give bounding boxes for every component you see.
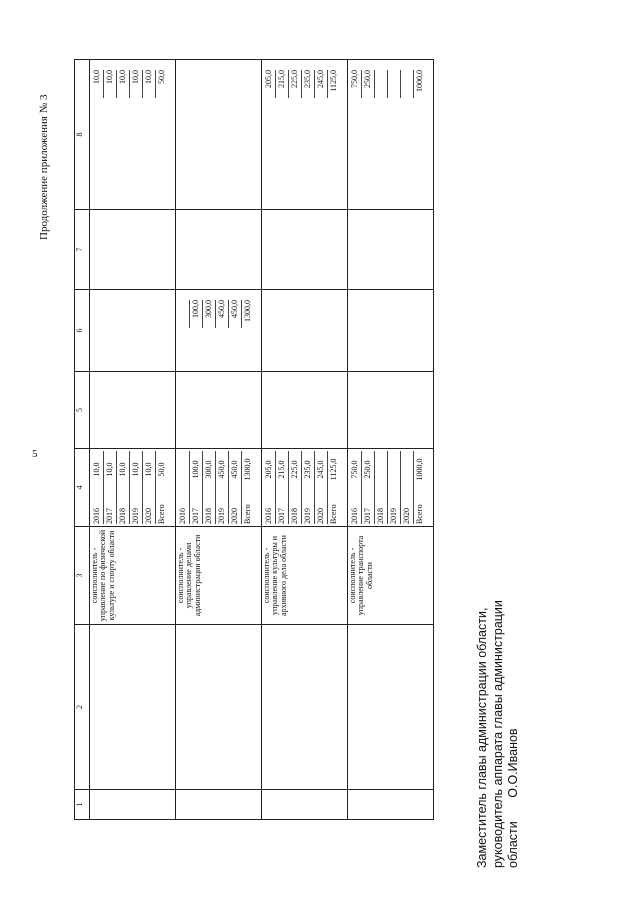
year-value: 235,0 (302, 460, 312, 479)
year-row (388, 451, 401, 524)
appendix-table (74, 59, 434, 820)
year-label: 2018 (203, 508, 213, 524)
header-cell: 6 (75, 290, 90, 372)
cell-executor (176, 527, 262, 625)
year-row (315, 451, 328, 524)
value-cell: 10,0 (117, 70, 130, 98)
executor-text: соисполнитель - управление транспорта области (348, 535, 374, 616)
year-value: 215,0 (276, 460, 286, 479)
value-cell: 245,0 (315, 70, 328, 98)
year-row (91, 451, 104, 524)
cell-years-values (176, 449, 262, 527)
cell-col5 (348, 372, 434, 449)
year-row (177, 451, 190, 524)
year-label: 2017 (362, 508, 372, 524)
year-label: 2020 (229, 508, 239, 524)
year-label: 2017 (276, 508, 286, 524)
value-cell: 300,0 (203, 300, 216, 328)
year-list (263, 451, 340, 524)
year-value: 100,0 (190, 460, 200, 479)
year-label: 2016 (349, 508, 359, 524)
year-value: 225,0 (289, 460, 299, 479)
year-row (229, 451, 242, 524)
table-row (90, 60, 176, 820)
year-row (289, 451, 302, 524)
cell-col5 (90, 372, 176, 449)
cell-years-values (348, 449, 434, 527)
year-label: 2018 (375, 508, 385, 524)
value-cell: 1125,0 (328, 70, 338, 92)
cell-col6 (348, 290, 434, 372)
year-label: 2017 (190, 508, 200, 524)
executor-text: соисполнитель - управление по физической культуре и спорту области (90, 529, 116, 622)
year-list (91, 451, 168, 524)
cell-col1 (90, 790, 176, 820)
cell-col1 (176, 790, 262, 820)
table-row (176, 60, 262, 820)
year-row (263, 451, 276, 524)
cell-col2 (90, 625, 176, 790)
year-label: Всего (156, 504, 166, 524)
year-value: 250,0 (362, 460, 372, 479)
value-cell: 10,0 (130, 70, 143, 98)
year-row (362, 451, 375, 524)
value-cell: 235,0 (302, 70, 315, 98)
cell-years-values (90, 449, 176, 527)
cell-col5 (176, 372, 262, 449)
year-row (117, 451, 130, 524)
year-label: Всего (414, 504, 424, 524)
year-row (190, 451, 203, 524)
header-cell: 8 (75, 60, 90, 210)
header-row (75, 60, 90, 820)
year-value: 205,0 (263, 460, 273, 479)
year-value: 300,0 (203, 460, 213, 479)
cell-executor (90, 527, 176, 625)
year-value: 450,0 (229, 460, 239, 479)
year-label: 2016 (263, 508, 273, 524)
year-row (156, 451, 168, 524)
header-cell: 7 (75, 210, 90, 290)
cell-col8 (176, 60, 262, 210)
value-cell: 205,0 (263, 70, 276, 98)
value-cell: 10,0 (104, 70, 117, 98)
header-cell: 5 (75, 372, 90, 449)
value-cell: 10,0 (91, 70, 104, 98)
value-cell (177, 300, 190, 328)
year-label: 2016 (177, 508, 187, 524)
year-row (203, 451, 216, 524)
value-cell: 100,0 (190, 300, 203, 328)
value-cell: 250,0 (362, 70, 375, 98)
cell-col1 (262, 790, 348, 820)
value-cell: 450,0 (229, 300, 242, 328)
year-value: 50,0 (156, 462, 166, 477)
year-label: Всего (242, 504, 252, 524)
cell-col7 (176, 210, 262, 290)
signature-line-1: Заместитель главы администрации области, (475, 607, 489, 868)
value-list (91, 62, 168, 207)
year-label: 2020 (315, 508, 325, 524)
year-row (276, 451, 289, 524)
executor-text: соисполнитель - управление делами администрации области (176, 534, 202, 617)
cell-col1 (348, 790, 434, 820)
cell-col7 (90, 210, 176, 290)
year-row (349, 451, 362, 524)
value-cell: 1300,0 (242, 300, 252, 322)
cell-col5 (262, 372, 348, 449)
cell-col8 (90, 60, 176, 210)
year-list (349, 451, 426, 524)
year-row (143, 451, 156, 524)
year-value: 450,0 (216, 460, 226, 479)
year-value: 10,0 (104, 462, 114, 477)
value-cell: 1000,0 (414, 70, 424, 92)
year-row (375, 451, 388, 524)
year-value: 245,0 (315, 460, 325, 479)
value-cell (401, 70, 414, 98)
year-label: 2019 (388, 508, 398, 524)
continuation-title: Продолжение приложения № 3 (38, 94, 50, 240)
year-row (130, 451, 143, 524)
year-value: 1000,0 (414, 458, 424, 481)
header-cell: 3 (75, 527, 90, 625)
year-label: 2019 (216, 508, 226, 524)
year-value: 10,0 (130, 462, 140, 477)
value-cell: 215,0 (276, 70, 289, 98)
year-value: 10,0 (91, 462, 101, 477)
value-list (349, 62, 426, 207)
year-row (242, 451, 254, 524)
year-label: 2020 (401, 508, 411, 524)
cell-col7 (348, 210, 434, 290)
year-label: Всего (328, 504, 338, 524)
rotated-sheet (38, 60, 472, 820)
year-row (216, 451, 229, 524)
year-label: 2017 (104, 508, 114, 524)
year-row (302, 451, 315, 524)
year-row (401, 451, 414, 524)
signature-line-3 (506, 548, 522, 868)
year-value: 10,0 (117, 462, 127, 477)
value-cell: 750,0 (349, 70, 362, 98)
year-label: 2019 (130, 508, 140, 524)
header-cell: 1 (75, 790, 90, 820)
signature-line-2: руководитель аппарата главы администрации (490, 600, 505, 868)
value-list (177, 292, 254, 369)
value-list (263, 62, 340, 207)
year-list (177, 451, 254, 524)
cell-executor (262, 527, 348, 625)
value-cell: 225,0 (289, 70, 302, 98)
year-label: 2016 (91, 508, 101, 524)
header-cell: 2 (75, 625, 90, 790)
year-row (414, 451, 426, 524)
cell-years-values (262, 449, 348, 527)
year-row (328, 451, 340, 524)
year-value: 10,0 (143, 462, 153, 477)
table-row (262, 60, 348, 820)
cell-col2 (262, 625, 348, 790)
header-cell: 4 (75, 449, 90, 527)
cell-executor (348, 527, 434, 625)
cell-col8 (348, 60, 434, 210)
value-cell (375, 70, 388, 98)
year-label: 2019 (302, 508, 312, 524)
value-cell: 450,0 (216, 300, 229, 328)
signature-line-3-prefix: области (506, 821, 521, 868)
cell-col8 (262, 60, 348, 210)
year-value: 1300,0 (242, 458, 252, 481)
value-cell: 10,0 (143, 70, 156, 98)
cell-col2 (176, 625, 262, 790)
signature-block (475, 548, 523, 868)
year-label: 2018 (117, 508, 127, 524)
year-value: 1125,0 (328, 458, 338, 481)
cell-col2 (348, 625, 434, 790)
signatory-name: О.О.Иванов (506, 728, 521, 798)
cell-col7 (262, 210, 348, 290)
cell-col6 (90, 290, 176, 372)
page-number: 5 (32, 448, 38, 460)
table-row (348, 60, 434, 820)
year-label: 2020 (143, 508, 153, 524)
cell-col6 (262, 290, 348, 372)
value-cell: 50,0 (156, 70, 166, 84)
executor-text: соисполнитель - управление культуры и архивного дела области (262, 535, 288, 616)
cell-col6 (176, 290, 262, 372)
year-label: 2018 (289, 508, 299, 524)
year-row (104, 451, 117, 524)
value-cell (388, 70, 401, 98)
year-value: 750,0 (349, 460, 359, 479)
